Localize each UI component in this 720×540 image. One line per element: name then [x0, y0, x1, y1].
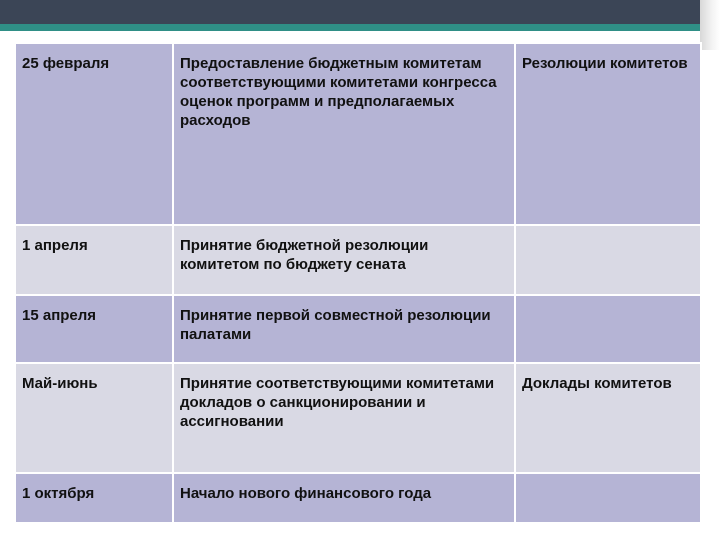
event-cell: Предоставление бюджетным комитетам соответствующими комитетами конгресса оценок программ и предполагаемых расходов [173, 43, 515, 225]
table-row [15, 225, 701, 295]
table-row [15, 43, 701, 225]
result-cell [515, 295, 701, 363]
table-row [15, 295, 701, 363]
corner-shadow [700, 0, 720, 50]
date-cell: Май-июнь [15, 363, 173, 473]
result-cell: Доклады комитетов [515, 363, 701, 473]
event-cell: Принятие бюджетной резолюции комитетом по бюджету сената [173, 225, 515, 295]
result-cell: Резолюции комитетов [515, 43, 701, 225]
budget-timeline-table [14, 42, 702, 524]
event-cell: Принятие первой совместной резолюции палатами [173, 295, 515, 363]
event-cell: Принятие соответствующими комитетами докладов о санкционировании и ассигновании [173, 363, 515, 473]
table-row [15, 473, 701, 523]
date-cell: 15 апреля [15, 295, 173, 363]
event-cell: Начало нового финансового года [173, 473, 515, 523]
date-cell: 25 февраля [15, 43, 173, 225]
header-bar [0, 0, 700, 24]
table-row [15, 363, 701, 473]
budget-timeline-table-container [14, 42, 700, 522]
date-cell: 1 октября [15, 473, 173, 523]
header-accent-stripe [0, 24, 700, 31]
date-cell: 1 апреля [15, 225, 173, 295]
result-cell [515, 225, 701, 295]
result-cell [515, 473, 701, 523]
